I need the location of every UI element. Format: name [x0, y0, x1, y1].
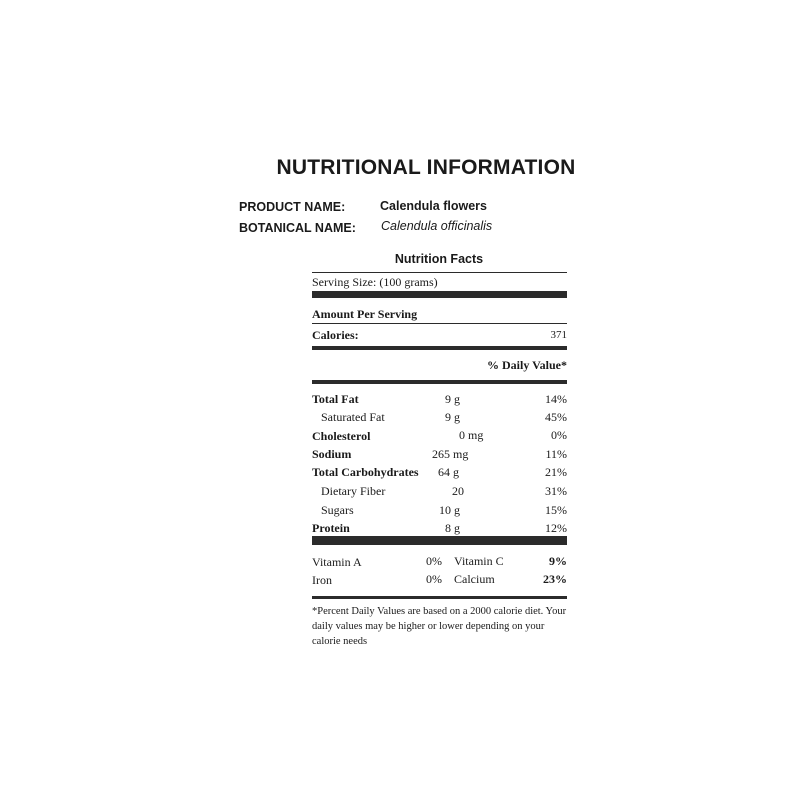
- nutrient-dv-saturated-fat: 45%: [545, 410, 567, 424]
- product-name-value: Calendula flowers: [380, 199, 487, 213]
- calories-value: 371: [550, 329, 567, 341]
- nutrient-dv-protein: 12%: [545, 521, 567, 535]
- vitamin-c-label: Vitamin C: [454, 554, 504, 568]
- nutrient-dv-total-fat: 14%: [545, 392, 567, 406]
- nutrition-facts-title: Nutrition Facts: [394, 252, 484, 266]
- medium-divider: [312, 596, 567, 599]
- divider: [312, 323, 567, 324]
- nutrient-amount-dietary-fiber: 20: [452, 484, 464, 498]
- page-title: NUTRITIONAL INFORMATION: [276, 156, 576, 179]
- iron-dv: 0%: [426, 572, 442, 586]
- thick-divider: [312, 536, 567, 545]
- daily-value-header: % Daily Value*: [486, 358, 567, 372]
- nutrient-name-protein: Protein: [312, 521, 350, 535]
- amount-per-serving: Amount Per Serving: [312, 307, 418, 321]
- nutrient-name-saturated-fat: Saturated Fat: [321, 410, 385, 424]
- calcium-label: Calcium: [454, 572, 495, 586]
- medium-divider: [312, 380, 567, 384]
- nutrient-dv-total-carbohydrates: 21%: [545, 465, 567, 479]
- divider: [312, 272, 567, 273]
- nutrient-name-sodium: Sodium: [312, 447, 352, 461]
- medium-divider: [312, 346, 567, 350]
- nutrient-name-cholesterol: Cholesterol: [312, 429, 371, 443]
- vitamin-c-dv: 9%: [549, 554, 567, 568]
- iron-label: Iron: [312, 573, 332, 587]
- vitamin-a-label: Vitamin A: [312, 555, 362, 569]
- nutrient-amount-total-carbohydrates: 64 g: [438, 465, 459, 479]
- product-name-label: PRODUCT NAME:: [239, 200, 346, 214]
- thick-divider: [312, 291, 567, 298]
- calcium-dv: 23%: [543, 572, 567, 586]
- nutrient-name-total-carbohydrates: Total Carbohydrates: [312, 465, 419, 479]
- nutrient-amount-protein: 8 g: [445, 521, 460, 535]
- nutrient-dv-sodium: 11%: [545, 447, 567, 461]
- serving-size: Serving Size: (100 grams): [312, 275, 438, 289]
- nutrient-amount-total-fat: 9 g: [445, 392, 460, 406]
- nutrient-dv-cholesterol: 0%: [551, 428, 567, 442]
- nutrient-amount-cholesterol: 0 mg: [459, 428, 484, 442]
- botanical-name-value: Calendula officinalis: [381, 219, 493, 233]
- vitamin-a-dv: 0%: [426, 554, 442, 568]
- nutrient-name-sugars: Sugars: [321, 503, 354, 517]
- nutrient-amount-saturated-fat: 9 g: [445, 410, 460, 424]
- nutrient-amount-sugars: 10 g: [439, 503, 460, 517]
- nutrient-dv-sugars: 15%: [545, 503, 567, 517]
- nutrient-name-dietary-fiber: Dietary Fiber: [321, 484, 386, 498]
- nutrient-amount-sodium: 265 mg: [432, 447, 469, 461]
- botanical-name-label: BOTANICAL NAME:: [239, 221, 356, 235]
- calories-label: Calories:: [312, 328, 359, 342]
- nutrient-name-total-fat: Total Fat: [312, 392, 359, 406]
- nutrient-dv-dietary-fiber: 31%: [545, 484, 567, 498]
- footnote: *Percent Daily Values are based on a 2000 calorie diet. Your daily values may be higher or lower depending on your calorie needs: [312, 606, 567, 647]
